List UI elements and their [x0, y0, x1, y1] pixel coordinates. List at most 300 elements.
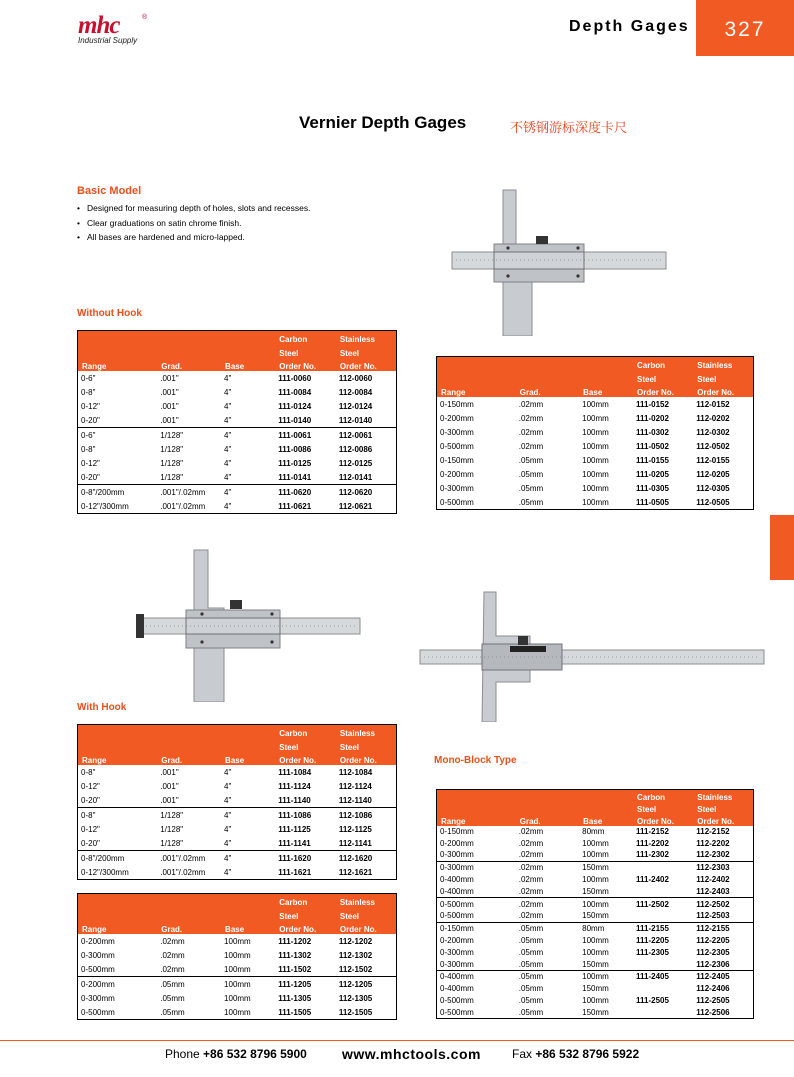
column-header: Steel: [336, 738, 397, 752]
table-cell: 100mm: [221, 977, 275, 992]
table-cell: 111-1140: [278, 795, 311, 805]
table-row: [78, 385, 397, 399]
table-row: [437, 397, 754, 411]
table-cell: 112-0620: [336, 485, 397, 500]
table-cell: 0-20": [81, 838, 100, 848]
column-header: [78, 907, 158, 921]
table-cell: 111-1305: [278, 993, 312, 1003]
table-cell: .001": [160, 795, 179, 805]
table-cell: 111-2405: [633, 971, 693, 983]
table-cell: 112-0205: [696, 469, 730, 479]
table-cell: 111-2305: [636, 947, 669, 957]
table-cell: 1/128": [160, 472, 184, 482]
table-cell: 0-8": [81, 387, 96, 397]
table-cell: 4": [221, 851, 275, 866]
table-cell: 111-0502: [636, 441, 669, 451]
table-cell: 112-0155: [696, 455, 730, 465]
table-cell: .02mm: [518, 875, 544, 885]
table-cell: 112-2202: [696, 838, 730, 848]
table-cell: 4": [224, 781, 232, 791]
table-row: [437, 874, 754, 886]
table-cell: .001": [160, 373, 179, 383]
column-header: [78, 894, 158, 908]
table-cell: 0-400mm: [440, 875, 474, 885]
table-cell: 112-1124: [338, 781, 372, 791]
without-hook-heading: Without Hook: [77, 308, 142, 319]
table-cell: 112-2403: [696, 886, 730, 896]
column-header: [78, 738, 158, 752]
table-cell: 111-1084: [278, 767, 312, 777]
table-cell: 0-300mm: [440, 959, 474, 969]
column-header: [579, 370, 633, 384]
table-cell: 80mm: [582, 826, 605, 836]
column-header: Stainless: [693, 790, 753, 802]
table-cell: .05mm: [516, 971, 579, 983]
column-header: [516, 370, 579, 384]
column-header: Steel: [336, 907, 397, 921]
table-cell: [633, 885, 693, 897]
table-cell: [633, 910, 693, 922]
table-cell: 1/128": [160, 444, 184, 454]
table-row: [78, 485, 397, 500]
column-header: Stainless: [336, 331, 397, 345]
table-cell: 0-500mm: [440, 497, 474, 507]
table-cell: 0-200mm: [440, 838, 474, 848]
table-cell: .02mm: [518, 886, 544, 896]
table-cell: 112-0305: [696, 483, 730, 493]
table-cell: 111-0621: [278, 501, 312, 511]
table-row: [437, 495, 754, 510]
with-hook-inch-table: [77, 724, 397, 880]
table-cell: 111-0141: [278, 472, 312, 482]
section-title: Depth Gages: [569, 18, 690, 35]
column-header: Base: [221, 752, 275, 766]
column-header: Range: [78, 921, 158, 935]
basic-model-heading: Basic Model: [77, 185, 142, 197]
table-cell: 100mm: [582, 996, 609, 1006]
table-cell: 112-0061: [336, 428, 397, 443]
column-header: [157, 725, 221, 739]
table-cell: 4": [221, 485, 275, 500]
table-cell: .02mm: [160, 936, 185, 946]
table-cell: 0-150mm: [440, 826, 474, 836]
table-cell: 0-500mm: [440, 911, 474, 921]
table-cell: .05mm: [160, 993, 185, 1003]
table-cell: 0-6": [78, 428, 158, 443]
column-header: Stainless: [336, 894, 397, 908]
table-cell: [633, 1006, 693, 1018]
table-cell: 111-0061: [275, 428, 336, 443]
table-cell: 0-500mm: [81, 1007, 115, 1017]
table-cell: 4": [224, 838, 232, 848]
table-cell: 111-2152: [636, 826, 669, 836]
column-header: Order No.: [275, 921, 336, 935]
table-cell: .001": [160, 415, 179, 425]
table-cell: .001"/.02mm: [157, 851, 221, 866]
table-cell: 100mm: [224, 1007, 251, 1017]
table-cell: 4": [224, 501, 232, 511]
column-header: [516, 790, 579, 802]
table-cell: 0-500mm: [81, 964, 115, 974]
table-cell: 100mm: [582, 483, 609, 493]
table-cell: 111-1505: [278, 1007, 312, 1017]
column-header: [437, 790, 516, 802]
table-cell: 112-0621: [338, 501, 373, 511]
table-cell: 111-0125: [278, 458, 312, 468]
table-cell: .02mm: [160, 964, 185, 974]
table-cell: 112-2205: [696, 936, 730, 946]
table-cell: 4": [224, 824, 232, 834]
table-cell: .02mm: [518, 850, 544, 860]
table-row: [78, 1005, 397, 1020]
table-cell: 112-2502: [693, 898, 753, 910]
table-cell: 111-1502: [278, 964, 312, 974]
table-cell: 111-0086: [278, 444, 312, 454]
table-cell: .05mm: [518, 497, 544, 507]
table-cell: 0-300mm: [81, 993, 115, 1003]
table-cell: 112-1620: [336, 851, 397, 866]
table-cell: 0-6": [81, 373, 96, 383]
column-header: Order No.: [336, 752, 397, 766]
table-cell: [633, 983, 693, 995]
table-cell: 112-0084: [338, 387, 373, 397]
column-header: Order No.: [336, 358, 397, 372]
table-row: [437, 958, 754, 970]
table-cell: 112-1202: [338, 936, 373, 946]
table-cell: .001": [160, 781, 179, 791]
table-cell: 1/128": [160, 458, 184, 468]
table-cell: 111-0152: [636, 399, 669, 409]
table-cell: .05mm: [160, 1007, 185, 1017]
table-cell: .02mm: [518, 427, 544, 437]
table-cell: 112-0060: [338, 373, 373, 383]
table-cell: 111-0202: [636, 413, 669, 423]
table-row: [437, 425, 754, 439]
footer-website[interactable]: www.mhctools.com: [342, 1046, 481, 1062]
table-row: [78, 808, 397, 823]
table-cell: 0-150mm: [440, 455, 474, 465]
column-header: [221, 738, 275, 752]
page-title-chinese: 不锈钢游标深度卡尺: [510, 120, 628, 135]
column-header: Grad.: [516, 384, 579, 398]
table-cell: 0-8": [81, 767, 96, 777]
table-cell: 0-150mm: [440, 399, 474, 409]
table-cell: 0-12": [81, 458, 100, 468]
table-cell: 111-1302: [278, 950, 312, 960]
table-cell: 100mm: [582, 399, 609, 409]
table-row: [437, 935, 754, 947]
table-cell: .05mm: [516, 922, 579, 934]
table-cell: 4": [224, 401, 232, 411]
brand-tagline: Industrial Supply: [78, 36, 138, 45]
column-header: [78, 725, 158, 739]
table-cell: 112-1086: [336, 808, 397, 823]
column-header: [221, 331, 275, 345]
table-cell: 112-2405: [693, 971, 753, 983]
table-cell: 111-0060: [278, 373, 312, 383]
table-row: [437, 481, 754, 495]
mono-block-table: [436, 789, 754, 1019]
column-header: Grad.: [157, 921, 221, 935]
column-header: Grad.: [516, 814, 579, 826]
table-row: [437, 995, 754, 1007]
table-cell: .02mm: [518, 441, 544, 451]
table-cell: 111-1621: [278, 867, 312, 877]
table-cell: 0-500mm: [440, 441, 474, 451]
table-cell: .02mm: [518, 399, 544, 409]
table-cell: 111-0305: [636, 483, 669, 493]
depth-gage-image: [448, 188, 670, 336]
table-cell: .02mm: [518, 911, 544, 921]
table-cell: 112-1302: [338, 950, 373, 960]
table-cell: 0-300mm: [440, 947, 474, 957]
table-cell: 150mm: [582, 911, 609, 921]
table-cell: .001": [160, 767, 179, 777]
table-cell: 100mm: [582, 875, 609, 885]
column-header: [157, 907, 221, 921]
table-cell: 0-300mm: [81, 950, 115, 960]
with-hook-metric-table: [77, 893, 397, 1020]
column-header: [78, 331, 158, 345]
column-header: Carbon: [633, 357, 693, 371]
table-row: [78, 442, 397, 456]
table-cell: 100mm: [224, 993, 251, 1003]
table-cell: 112-1084: [338, 767, 373, 777]
table-cell: 0-500mm: [440, 996, 474, 1006]
column-header: Base: [579, 814, 633, 826]
table-row: [437, 439, 754, 453]
table-cell: 112-2303: [693, 861, 753, 873]
table-row: [78, 793, 397, 808]
table-cell: [633, 958, 693, 970]
table-cell: .001": [160, 401, 179, 411]
table-cell: 0-12"/300mm: [81, 867, 129, 877]
column-header: [221, 907, 275, 921]
table-cell: 112-2505: [696, 996, 730, 1006]
table-cell: 0-150mm: [437, 922, 516, 934]
table-cell: .02mm: [516, 861, 579, 873]
table-row: [78, 977, 397, 992]
table-cell: 150mm: [582, 984, 609, 994]
column-header: [221, 344, 275, 358]
table-cell: 0-20": [81, 415, 100, 425]
table-cell: .05mm: [518, 959, 544, 969]
column-header: Carbon: [275, 725, 336, 739]
table-cell: 112-0152: [696, 399, 730, 409]
table-cell: 100mm: [224, 936, 251, 946]
table-cell: .001"/.02mm: [160, 501, 206, 511]
table-row: [437, 983, 754, 995]
table-cell: 0-200mm: [440, 469, 474, 479]
table-row: [437, 971, 754, 983]
table-cell: .02mm: [160, 950, 185, 960]
table-cell: 112-1502: [338, 964, 373, 974]
page-number: 327: [724, 18, 766, 41]
table-cell: 4": [224, 767, 232, 777]
table-cell: 112-2306: [696, 959, 730, 969]
table-cell: 150mm: [579, 861, 633, 873]
table-cell: 0-200mm: [78, 977, 158, 992]
table-cell: 0-500mm: [440, 1007, 474, 1017]
table-row: [437, 922, 754, 934]
table-row: [78, 428, 397, 443]
table-cell: 112-2506: [696, 1007, 730, 1017]
table-cell: 4": [221, 808, 275, 823]
table-cell: 112-2503: [696, 911, 730, 921]
table-cell: 111-1202: [278, 936, 312, 946]
table-cell: .02mm: [518, 826, 544, 836]
table-cell: 100mm: [582, 455, 609, 465]
table-cell: 111-1125: [278, 824, 311, 834]
table-cell: 112-2302: [696, 850, 730, 860]
table-cell: 4": [224, 444, 232, 454]
page-title: Vernier Depth Gages: [299, 113, 467, 132]
column-header: [157, 344, 221, 358]
table-cell: 111-0084: [278, 387, 312, 397]
table-cell: 0-300mm: [440, 483, 474, 493]
table-cell: 112-2155: [693, 922, 753, 934]
table-cell: 0-200mm: [440, 936, 474, 946]
with-hook-heading: With Hook: [77, 702, 127, 713]
table-cell: 0-8": [78, 808, 158, 823]
table-row: [437, 885, 754, 897]
table-cell: 4": [224, 795, 232, 805]
table-cell: 100mm: [579, 971, 633, 983]
column-header: Order No.: [693, 814, 753, 826]
table-cell: 0-8"/200mm: [78, 851, 158, 866]
table-cell: 111-0505: [636, 497, 669, 507]
column-header: Grad.: [157, 752, 221, 766]
table-cell: .02mm: [516, 898, 579, 910]
mono-block-gage-image: [418, 590, 766, 722]
table-cell: 0-8": [81, 444, 96, 454]
column-header: Range: [78, 752, 158, 766]
brand-logo: mhc: [78, 12, 120, 39]
table-cell: 111-0205: [636, 469, 669, 479]
table-cell: 1/128": [160, 838, 184, 848]
table-cell: 111-2402: [636, 875, 669, 885]
table-row: [78, 865, 397, 880]
table-cell: 111-0620: [275, 485, 336, 500]
table-cell: 0-20": [81, 472, 100, 482]
footer-phone: Phone +86 532 8796 5900: [165, 1047, 307, 1061]
table-cell: 100mm: [582, 947, 609, 957]
column-header: Carbon: [633, 790, 693, 802]
table-cell: .001"/.02mm: [157, 485, 221, 500]
feature-item: • All bases are hardened and micro-lapped.: [77, 230, 311, 245]
table-cell: 150mm: [582, 1007, 609, 1017]
table-cell: 112-0202: [696, 413, 730, 423]
table-cell: 111-1620: [275, 851, 336, 866]
table-cell: 0-300mm: [437, 861, 516, 873]
table-cell: .05mm: [518, 1007, 544, 1017]
table-cell: 0-20": [81, 795, 100, 805]
table-cell: 80mm: [579, 922, 633, 934]
table-cell: 100mm: [582, 838, 609, 848]
table-cell: 111-2302: [636, 850, 669, 860]
table-cell: 112-0141: [338, 472, 373, 482]
table-cell: 111-0302: [636, 427, 669, 437]
table-row: [78, 470, 397, 485]
table-cell: 0-12": [81, 401, 100, 411]
table-cell: .05mm: [518, 947, 544, 957]
table-row: [437, 826, 754, 838]
feature-item: • Designed for measuring depth of holes, slots and recesses.: [77, 201, 311, 216]
column-header: [437, 370, 516, 384]
table-cell: .001"/.02mm: [160, 867, 206, 877]
table-cell: [633, 861, 693, 873]
table-cell: 100mm: [224, 950, 251, 960]
column-header: Range: [437, 814, 516, 826]
table-cell: 112-2305: [696, 947, 730, 957]
table-cell: 4": [224, 415, 232, 425]
without-hook-inch-table: [77, 330, 397, 514]
table-cell: 4": [221, 428, 275, 443]
table-row: [437, 898, 754, 910]
table-row: [78, 779, 397, 793]
table-row: [437, 861, 754, 873]
table-cell: 111-2202: [636, 838, 669, 848]
table-cell: 0-300mm: [440, 427, 474, 437]
table-cell: 112-1305: [338, 993, 373, 1003]
table-cell: 111-0155: [636, 455, 669, 465]
table-row: [78, 991, 397, 1005]
column-header: Steel: [693, 370, 753, 384]
table-row: [437, 467, 754, 481]
table-cell: 1/128": [157, 808, 221, 823]
table-cell: 112-2152: [696, 826, 730, 836]
table-cell: 111-2205: [636, 936, 669, 946]
table-row: [437, 453, 754, 467]
column-header: Base: [221, 921, 275, 935]
table-cell: 112-1141: [338, 838, 372, 848]
table-cell: 4": [224, 458, 232, 468]
column-header: [221, 725, 275, 739]
table-cell: .001": [160, 387, 179, 397]
column-header: Base: [221, 358, 275, 372]
column-header: Steel: [275, 907, 336, 921]
footer-fax: Fax +86 532 8796 5922: [512, 1047, 640, 1061]
table-cell: 0-400mm: [437, 971, 516, 983]
table-cell: 100mm: [582, 441, 609, 451]
column-header: Steel: [275, 344, 336, 358]
depth-gage-with-hook-image: [136, 548, 362, 702]
side-tab: [770, 515, 794, 580]
table-row: [437, 1006, 754, 1018]
table-cell: 112-2402: [696, 875, 730, 885]
column-header: [157, 331, 221, 345]
table-cell: 0-12": [81, 781, 100, 791]
table-cell: 111-0140: [278, 415, 312, 425]
column-header: [579, 790, 633, 802]
feature-item: • Clear graduations on satin chrome finish.: [77, 216, 311, 231]
column-header: [579, 802, 633, 814]
table-cell: 111-1086: [275, 808, 336, 823]
table-cell: .02mm: [518, 838, 544, 848]
column-header: [516, 802, 579, 814]
table-cell: 112-1621: [338, 867, 373, 877]
table-cell: 100mm: [582, 936, 609, 946]
column-header: Range: [437, 384, 516, 398]
table-row: [78, 371, 397, 385]
column-header: Grad.: [157, 358, 221, 372]
table-cell: 4": [224, 867, 232, 877]
table-row: [78, 948, 397, 962]
column-header: Steel: [633, 370, 693, 384]
table-cell: 112-0086: [338, 444, 373, 454]
table-cell: 1/128": [160, 824, 184, 834]
table-cell: 4": [224, 472, 232, 482]
